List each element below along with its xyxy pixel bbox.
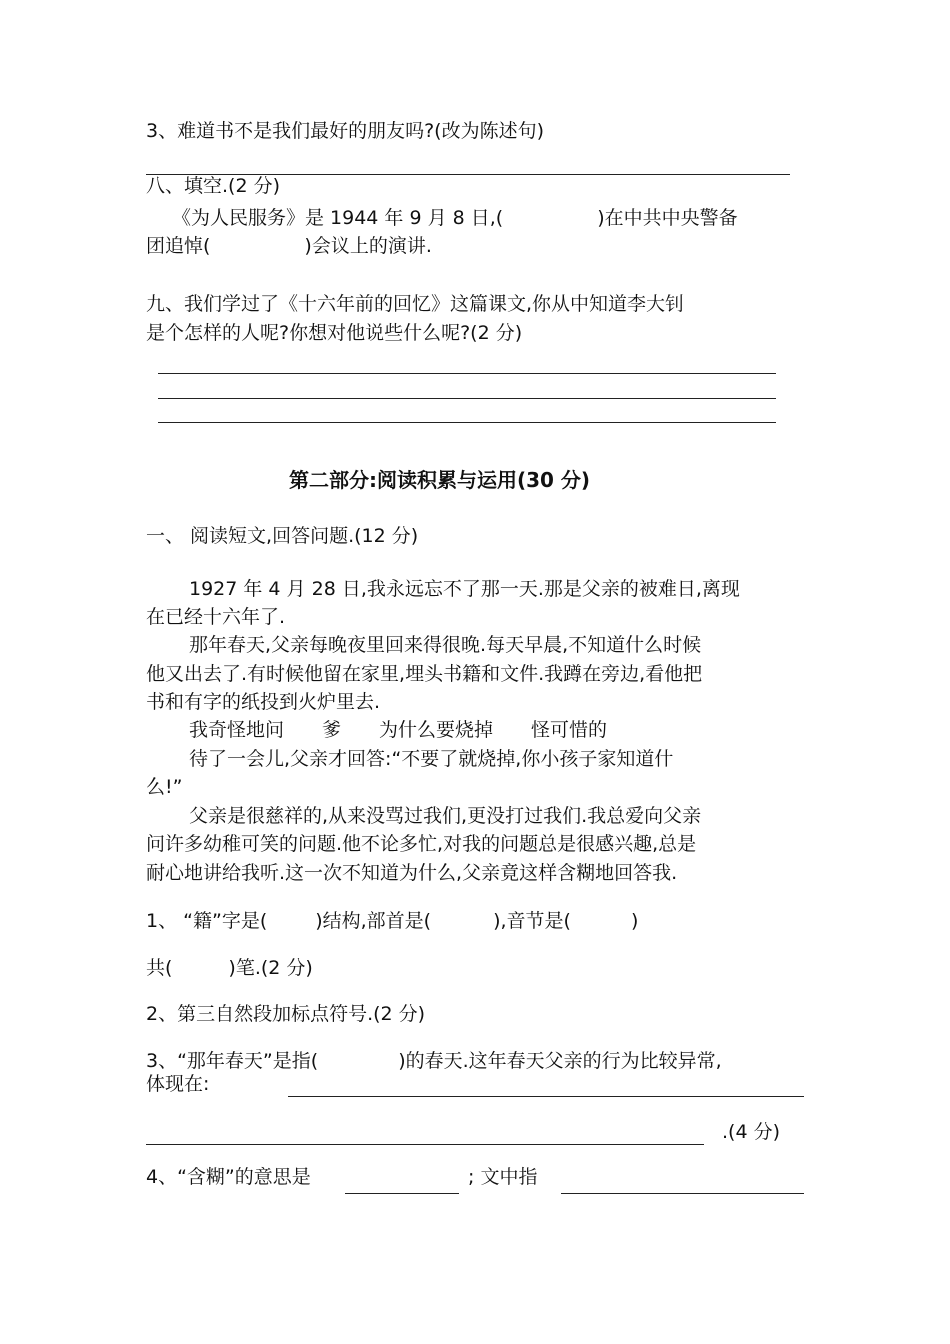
question-3: [146, 1048, 722, 1074]
passage-line: 问许多幼稚可笑的问题.他不论多忙,对我的问题总是很感兴趣,总是: [146, 833, 697, 855]
passage-line: 父亲是很慈祥的,从来没骂过我们,更没打过我们.我总爱向父亲: [189, 805, 702, 827]
answer-line[interactable]: [158, 422, 776, 423]
passage-line: 待了一会儿,父亲才回答:“不要了就烧掉,你小孩子家知道什: [189, 748, 674, 770]
answer-line[interactable]: [146, 1144, 704, 1145]
answer-line[interactable]: [158, 398, 776, 399]
section-8-line-2: [146, 233, 432, 259]
passage-line: 么!”: [146, 776, 183, 798]
section-8-line-1: [172, 205, 738, 231]
passage-fragment: 怪可惜的: [531, 719, 608, 741]
question-3-rewrite: 3、难道书不是我们最好的朋友吗?(改为陈述句): [146, 120, 544, 142]
passage-line-punctuation: [189, 717, 607, 743]
passage-fragment: 我奇怪地问: [189, 719, 285, 741]
question-1-cont: [146, 955, 313, 981]
reading-heading: 一、 阅读短文,回答问题.(12 分): [146, 525, 419, 547]
part-2-title: 第二部分:阅读积累与运用(30 分): [289, 468, 591, 492]
q-text: )笔.(2 分): [228, 957, 313, 979]
answer-line[interactable]: [158, 373, 776, 374]
q-text: )结构,部首是(: [315, 910, 432, 932]
q-text: ),音节是(: [493, 910, 571, 932]
q-text: ): [630, 910, 639, 932]
question-2: 2、第三自然段加标点符号.(2 分): [146, 1003, 426, 1025]
question-3-label: 体现在:: [146, 1073, 210, 1095]
passage-fragment: 为什么要烧掉: [379, 719, 494, 741]
fill-text: 《为人民服务》是 1944 年 9 月 8 日,(: [172, 207, 504, 229]
q-text: 3、“那年春天”是指(: [146, 1050, 319, 1072]
q-text: 1、 “籍”字是(: [146, 910, 268, 932]
answer-line[interactable]: [345, 1193, 459, 1194]
answer-line[interactable]: [288, 1096, 804, 1097]
passage-line: 1927 年 4 月 28 日,我永远忘不了那一天.那是父亲的被难日,离现: [189, 578, 740, 600]
passage-line: 书和有字的纸投到火炉里去.: [146, 691, 381, 713]
passage-line: 在已经十六年了.: [146, 606, 286, 628]
question-1: [146, 908, 638, 934]
answer-line[interactable]: [561, 1193, 804, 1194]
question-4-text: 4、“含糊”的意思是: [146, 1166, 311, 1188]
fill-text: 团追悼(: [146, 235, 211, 257]
passage-line: 那年春天,父亲每晚夜里回来得很晚.每天早晨,不知道什么时候: [189, 634, 702, 656]
question-3-score: .(4 分): [722, 1121, 780, 1143]
fill-text: )会议上的演讲.: [304, 235, 432, 257]
passage-fragment: 爹: [322, 719, 342, 741]
section-9-line-2: 是个怎样的人呢?你想对他说些什么呢?(2 分): [146, 322, 523, 344]
passage-line: 耐心地讲给我听.这一次不知道为什么,父亲竟这样含糊地回答我.: [146, 862, 678, 884]
q-text: )的春天.这年春天父亲的行为比较异常,: [398, 1050, 722, 1072]
fill-text: )在中共中央警备: [597, 207, 738, 229]
q-text: 共(: [146, 957, 173, 979]
passage-line: 他又出去了.有时候他留在家里,埋头书籍和文件.我蹲在旁边,看他把: [146, 663, 703, 685]
section-9-line-1: 九、我们学过了《十六年前的回忆》这篇课文,你从中知道李大钊: [146, 293, 685, 315]
question-4-text: ; 文中指: [468, 1166, 538, 1188]
section-8-heading: 八、填空.(2 分): [146, 175, 280, 197]
